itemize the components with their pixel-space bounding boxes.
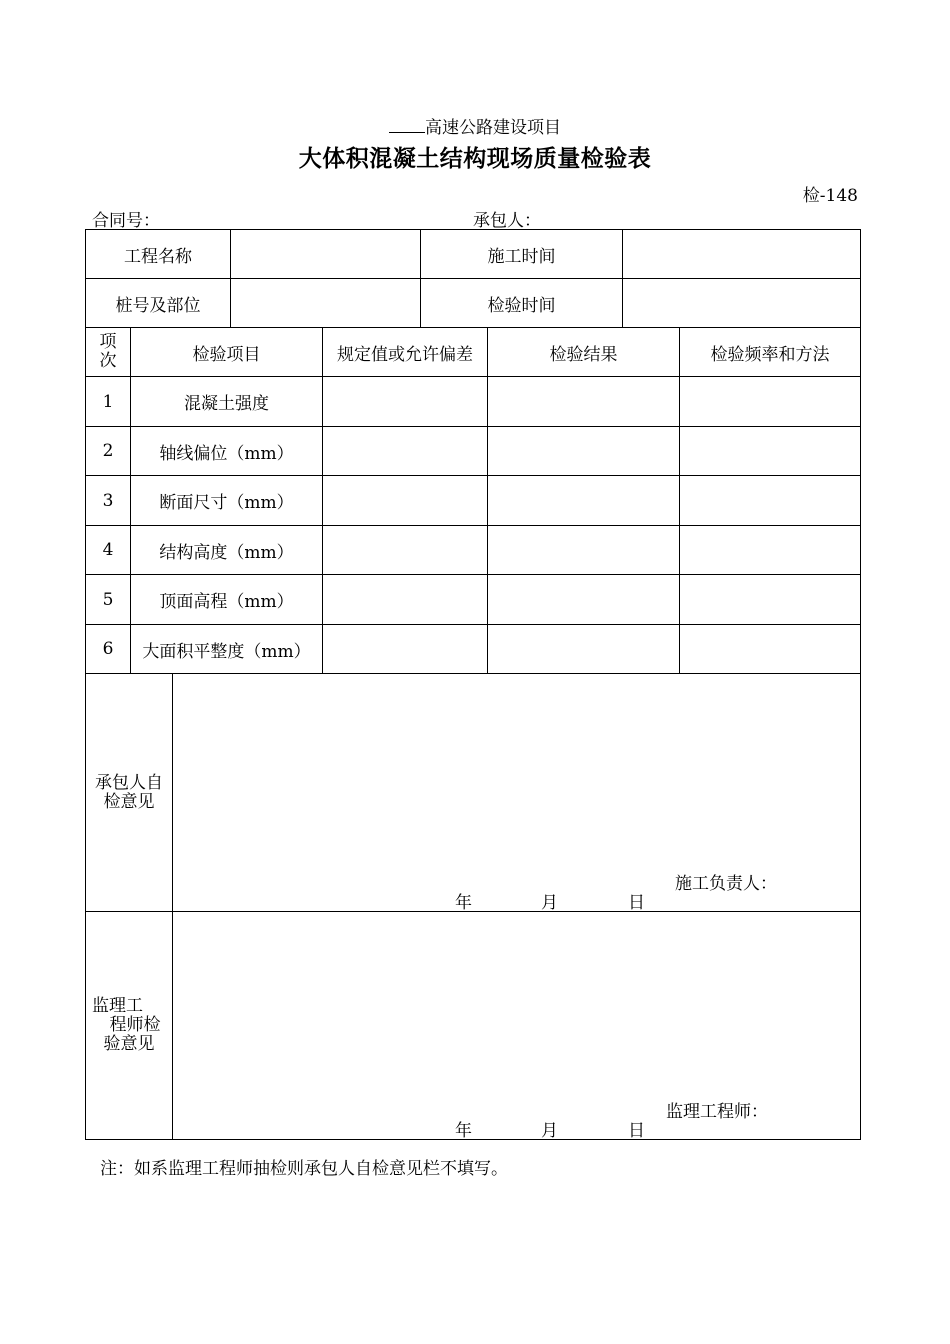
station-label: 桩号及部位 bbox=[85, 278, 231, 328]
inspection-time-field[interactable] bbox=[622, 278, 861, 328]
footnote: 注：如系监理工程师抽检则承包人自检意见栏不填写。 bbox=[100, 1159, 508, 1179]
header-item-no-line1: 项 bbox=[99, 332, 117, 352]
station-field[interactable] bbox=[230, 278, 421, 328]
header-item-no bbox=[85, 327, 131, 377]
row-no: 2 bbox=[85, 426, 131, 476]
construction-time-field[interactable] bbox=[622, 229, 861, 279]
self-check-label bbox=[85, 673, 173, 912]
row-no: 5 bbox=[85, 574, 131, 625]
row-result-field[interactable] bbox=[487, 624, 680, 674]
row-item: 轴线偏位（mm） bbox=[130, 426, 323, 476]
row-result-field[interactable] bbox=[487, 475, 680, 526]
row-method-field[interactable] bbox=[679, 624, 861, 674]
row-spec-field[interactable] bbox=[322, 624, 488, 674]
contractor-label: 承包人： bbox=[473, 211, 541, 231]
row-no: 6 bbox=[85, 624, 131, 674]
header-result: 检验结果 bbox=[487, 327, 680, 377]
supervisor-month: 月 bbox=[541, 1121, 558, 1141]
row-method-field[interactable] bbox=[679, 574, 861, 625]
row-result-field[interactable] bbox=[487, 426, 680, 476]
row-result-field[interactable] bbox=[487, 574, 680, 625]
header-item: 检验项目 bbox=[130, 327, 323, 377]
supervisor-label-line2: 程师检 bbox=[109, 1015, 161, 1035]
row-item: 大面积平整度（mm） bbox=[130, 624, 323, 674]
row-spec-field[interactable] bbox=[322, 574, 488, 625]
row-result-field[interactable] bbox=[487, 376, 680, 427]
row-item: 断面尺寸（mm） bbox=[130, 475, 323, 526]
supervisor-label-line1: 监理工 bbox=[92, 996, 143, 1016]
row-result-field[interactable] bbox=[487, 525, 680, 575]
self-check-year: 年 bbox=[455, 893, 472, 913]
inspection-time-label: 检验时间 bbox=[420, 278, 623, 328]
project-subtitle bbox=[0, 113, 950, 138]
row-no: 3 bbox=[85, 475, 131, 526]
supervisor-day: 日 bbox=[628, 1121, 645, 1141]
self-check-month: 月 bbox=[541, 893, 558, 913]
row-item: 顶面高程（mm） bbox=[130, 574, 323, 625]
supervisor-label-line3: 验意见 bbox=[103, 1034, 155, 1054]
supervisor-signer-label: 监理工程师： bbox=[666, 1102, 768, 1122]
project-name-label: 工程名称 bbox=[85, 229, 231, 279]
subtitle-text: 高速公路建设项目 bbox=[425, 118, 561, 138]
row-spec-field[interactable] bbox=[322, 376, 488, 427]
form-number: 检-148 bbox=[802, 186, 858, 206]
page-title: 大体积混凝土结构现场质量检验表 bbox=[298, 145, 652, 172]
row-method-field[interactable] bbox=[679, 475, 861, 526]
row-method-field[interactable] bbox=[679, 525, 861, 575]
project-name-field[interactable] bbox=[230, 229, 421, 279]
self-check-label-line2: 检意见 bbox=[103, 791, 155, 812]
row-item: 混凝土强度 bbox=[130, 376, 323, 427]
project-name-blank[interactable] bbox=[389, 118, 425, 133]
self-check-label-line1: 承包人自 bbox=[95, 772, 163, 793]
header-item-no-line2: 次 bbox=[99, 351, 117, 371]
self-check-day: 日 bbox=[628, 893, 645, 913]
header-method: 检验频率和方法 bbox=[679, 327, 861, 377]
row-method-field[interactable] bbox=[679, 426, 861, 476]
header-spec: 规定值或允许偏差 bbox=[322, 327, 488, 377]
supervisor-label bbox=[85, 911, 173, 1140]
self-check-signer-label: 施工负责人： bbox=[675, 874, 777, 894]
supervisor-year: 年 bbox=[455, 1121, 472, 1141]
construction-time-label: 施工时间 bbox=[420, 229, 623, 279]
row-spec-field[interactable] bbox=[322, 426, 488, 476]
row-no: 4 bbox=[85, 525, 131, 575]
row-spec-field[interactable] bbox=[322, 475, 488, 526]
row-spec-field[interactable] bbox=[322, 525, 488, 575]
row-method-field[interactable] bbox=[679, 376, 861, 427]
row-no: 1 bbox=[85, 376, 131, 427]
row-item: 结构高度（mm） bbox=[130, 525, 323, 575]
contract-number-label: 合同号： bbox=[92, 211, 160, 231]
